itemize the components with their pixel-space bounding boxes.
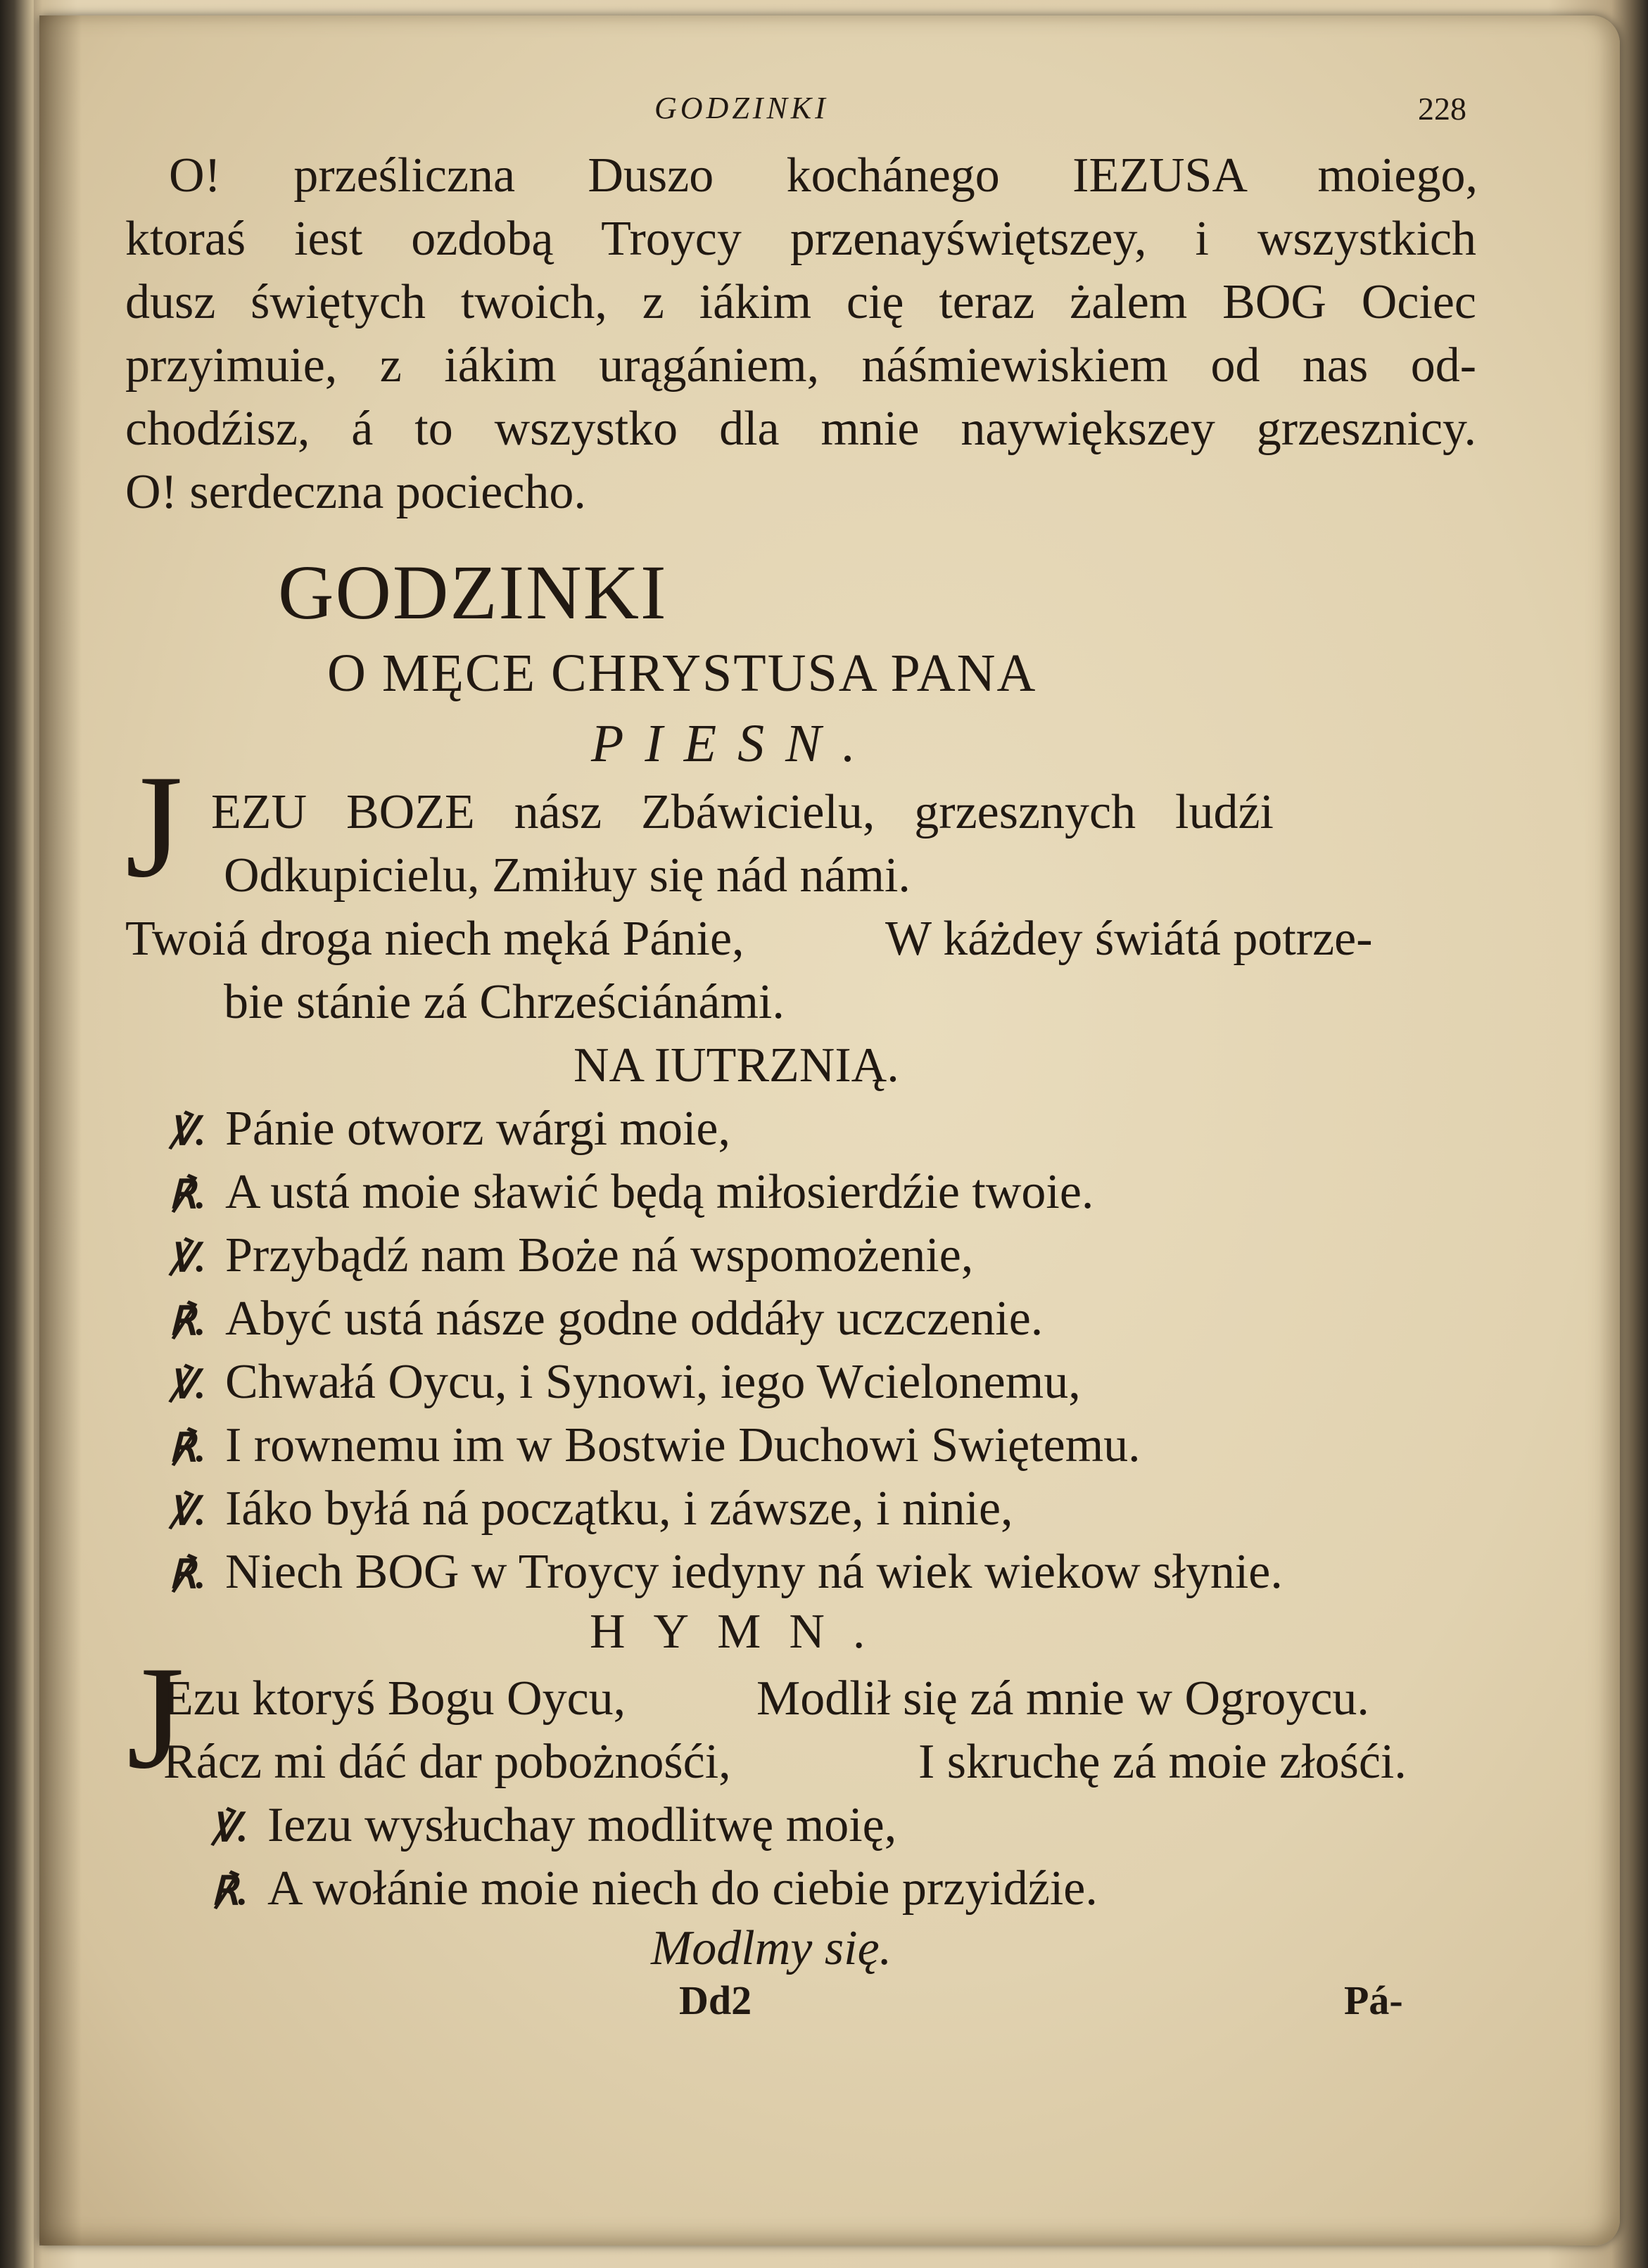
versicle-line — [169, 1097, 730, 1164]
versicle-line — [211, 1794, 896, 1860]
versicle-text: Przybądź nam Boże ná wspomożenie, — [225, 1228, 974, 1282]
versicle-symbol: ℣. — [169, 1237, 206, 1280]
prayer-line: przyimuie, z iákim urągániem, náśmiewiskiem od nas od- — [125, 338, 1476, 393]
response-text: A wołánie moie niech do ciebie przyidźie. — [267, 1861, 1098, 1916]
page-gutter — [39, 15, 82, 2245]
section-subtitle: O MĘCE CHRYSTUSA PANA — [327, 644, 1037, 703]
hymn-line: Ezu ktoryś Bogu Oycu, — [163, 1671, 626, 1726]
response-symbol: ℟. — [169, 1173, 206, 1217]
prayer-line: O! prześliczna Duszo kochánego IEZUSA moiego, — [169, 148, 1478, 203]
page-number: 228 — [1418, 91, 1466, 127]
hymn-line: Modlił się zá mnie w Ogroycu. — [756, 1671, 1369, 1726]
versicle-symbol: ℣. — [169, 1363, 206, 1407]
drop-cap: J — [127, 1636, 184, 1799]
song-line: bie stánie zá Chrześciánámi. — [224, 975, 785, 1029]
section-title: GODZINKI — [278, 549, 668, 635]
song-heading: PIESN. — [591, 714, 877, 773]
versicle-text: Iáko byłá ná początku, i záwsze, i ninie, — [225, 1482, 1013, 1536]
response-line — [169, 1541, 1283, 1607]
running-head — [0, 90, 1648, 132]
song-line: Twoiá droga niech męká Pánie, — [125, 912, 744, 966]
running-head-title: GODZINKI — [654, 91, 829, 125]
response-symbol: ℟. — [169, 1553, 206, 1597]
versicle-symbol: ℣. — [169, 1110, 206, 1154]
response-line — [169, 1161, 1094, 1227]
versicle-line — [169, 1224, 973, 1290]
response-symbol: ℟. — [169, 1427, 206, 1470]
response-text: Niech BOG w Troycy iedyny ná wiek wiekow słynie. — [225, 1545, 1283, 1599]
modlmy-heading: Modlmy się. — [651, 1921, 892, 1975]
response-line — [211, 1857, 1098, 1923]
response-text: I rownemu im w Bostwie Duchowi Swiętemu. — [225, 1418, 1141, 1472]
response-symbol: ℟. — [211, 1870, 248, 1913]
prayer-line: dusz świętych twoich, z iákim cię teraz żalem BOG Ociec — [125, 275, 1476, 329]
response-text: Abyć ustá násze godne oddáły uczczenie. — [225, 1292, 1044, 1346]
hymn-line: I skruchę zá moie złośći. — [918, 1735, 1407, 1789]
jutrznia-heading: NA IUTRZNIĄ. — [573, 1038, 899, 1092]
response-line — [169, 1414, 1141, 1480]
previous-page-edge — [0, 0, 34, 2268]
prayer-line: O! serdeczna pociecho. — [125, 465, 586, 519]
versicle-symbol: ℣. — [169, 1490, 206, 1534]
hymn-line: Rácz mi dáć dar pobożnośći, — [163, 1735, 731, 1789]
versicle-text: Pánie otworz wárgi moie, — [225, 1102, 730, 1156]
response-symbol: ℟. — [169, 1300, 206, 1344]
versicle-line — [169, 1477, 1013, 1543]
drop-cap: J — [125, 745, 183, 908]
versicle-symbol: ℣. — [211, 1807, 248, 1850]
catchword: Pá- — [1344, 1977, 1403, 2023]
prayer-line: ktoraś iest ozdobą Troycy przenayświętszey, i wszystkich — [125, 212, 1476, 266]
versicle-line — [169, 1351, 1081, 1417]
response-text: A ustá moie sławić będą miłosierdźie twoie. — [225, 1165, 1094, 1219]
song-line: EZU BOZE nász Zbáwicielu, grzesznych ludźi — [211, 785, 1274, 839]
song-line: W káżdey świátá potrze- — [885, 912, 1373, 966]
versicle-text: Chwałá Oycu, i Synowi, iego Wcielonemu, — [225, 1355, 1081, 1409]
versicle-text: Iezu wysłuchay modlitwę moię, — [267, 1798, 897, 1852]
signature-mark: Dd2 — [679, 1977, 752, 2023]
hymn-heading: HYMN. — [590, 1605, 894, 1659]
song-line: Odkupicielu, Zmiłuy się nád námi. — [224, 848, 911, 903]
response-line — [169, 1287, 1043, 1353]
prayer-line: chodźisz, á to wszystko dla mnie naywiększey grzesznicy. — [125, 402, 1476, 456]
